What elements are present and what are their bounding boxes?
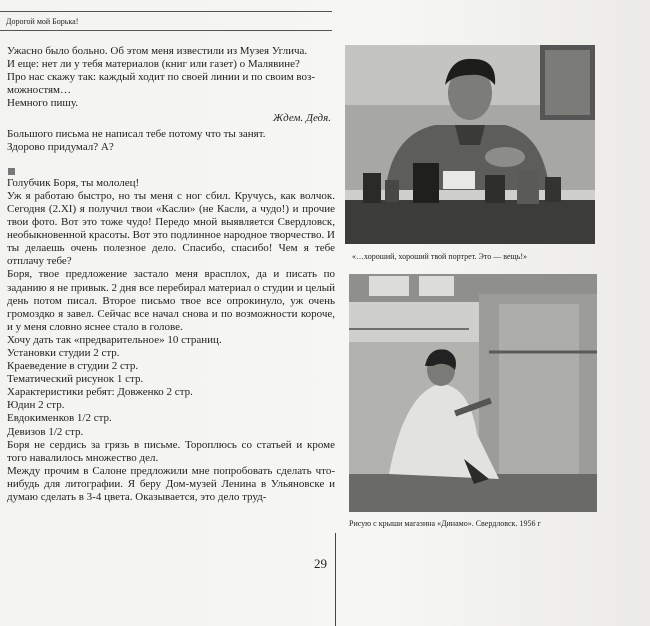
letter2-greeting: Голубчик Боря, ты мололец! [7, 176, 140, 189]
letter2-closing: Боря не сердись за грязь в письме. Тороплюсь со статьей и кроме того навалилось множество дел. [7, 438, 335, 464]
photo-portrait-illustration [345, 45, 595, 244]
letter2-closing: Между прочим в Салоне предложили мне попробовать сделать что-нибудь для литографии. Я беру Дом-музей Ленина в Ульяновске и думаю сделать в 3-4 цвета. Оказывается, это дело труд- [7, 464, 335, 503]
letter1-line: И еще: нет ли у тебя материалов (книг или газет) о Малявине? [7, 58, 300, 71]
plan-list-item: Тематический рисунок 1 стр. [7, 373, 144, 386]
plan-list-item: Характеристики ребят: Довженко 2 стр. [7, 386, 193, 399]
letter1-line: можностям… [7, 84, 72, 97]
text-column [7, 45, 335, 504]
letter1-line: Немного пишу. [7, 97, 79, 110]
plan-list-item: Краеведение в студии 2 стр. [7, 360, 139, 373]
plan-list-item: Евдокименков 1/2 стр. [7, 412, 112, 425]
letter1-postscript: Большого письма не написал тебе потому что ты занят. [7, 127, 266, 140]
page-number: 29 [314, 556, 327, 571]
photo-portrait-caption: «…хороший, хороший твой портрет. Это — вещь!» [352, 252, 527, 261]
folio-divider [335, 533, 336, 626]
photo-rooftop [349, 274, 597, 512]
section-marker-icon [8, 168, 15, 175]
letter1-line: Ужасно было больно. Об этом меня известили из Музея Углича. [7, 45, 308, 57]
section-gap [7, 154, 335, 168]
photo-rooftop-illustration [349, 274, 597, 512]
letter1-postscript: Здорово придумал? А? [7, 140, 114, 153]
plan-list-item: Установки студии 2 стр. [7, 346, 120, 359]
letter2-paragraph: Уж я работаю быстро, но ты меня с ног сбил. Кручусь, как волчок. Сегодня (2.XI) я получил твои «Касли» (не Касли, а чудо!) и прочие твои фото. Вот это тоже чудо! Передо мной выявляется Свердловск, необыкновенной красоты. Вот это подлинное народное творчество. И ты делаешь очень полезное дело. Спасибо, спасибо! Чем я тебе отплачу тебе? [7, 189, 335, 268]
photo-portrait [345, 45, 595, 244]
plan-list-item: Девизов 1/2 стр. [7, 425, 84, 438]
running-header: Дорогой мой Борька! [0, 11, 332, 31]
letter1-line: Про нас скажу так: каждый ходит по своей линии и по своим воз- [7, 71, 316, 84]
letter1-signature: Ждем. Дедя. [273, 112, 331, 125]
letter2-paragraph: Боря, твое предложение застало меня врасплох, да и писать по заданию я не привык. 2 дня все перебирал материал о студии и целый день потом писал. Второе письмо твое все опрокинуло, уж очень громоздко я завел. Сейчас все начал снова и по возможности короче, и у меня словно яснее стало в голове. [7, 268, 335, 333]
plan-list-item: Юдин 2 стр. [7, 399, 65, 412]
letter2-paragraph: Хочу дать так «предварительное» 10 страниц. [7, 333, 222, 346]
photo-rooftop-caption: Рисую с крыши магазина «Динамо». Свердловск. 1956 г [349, 519, 541, 528]
